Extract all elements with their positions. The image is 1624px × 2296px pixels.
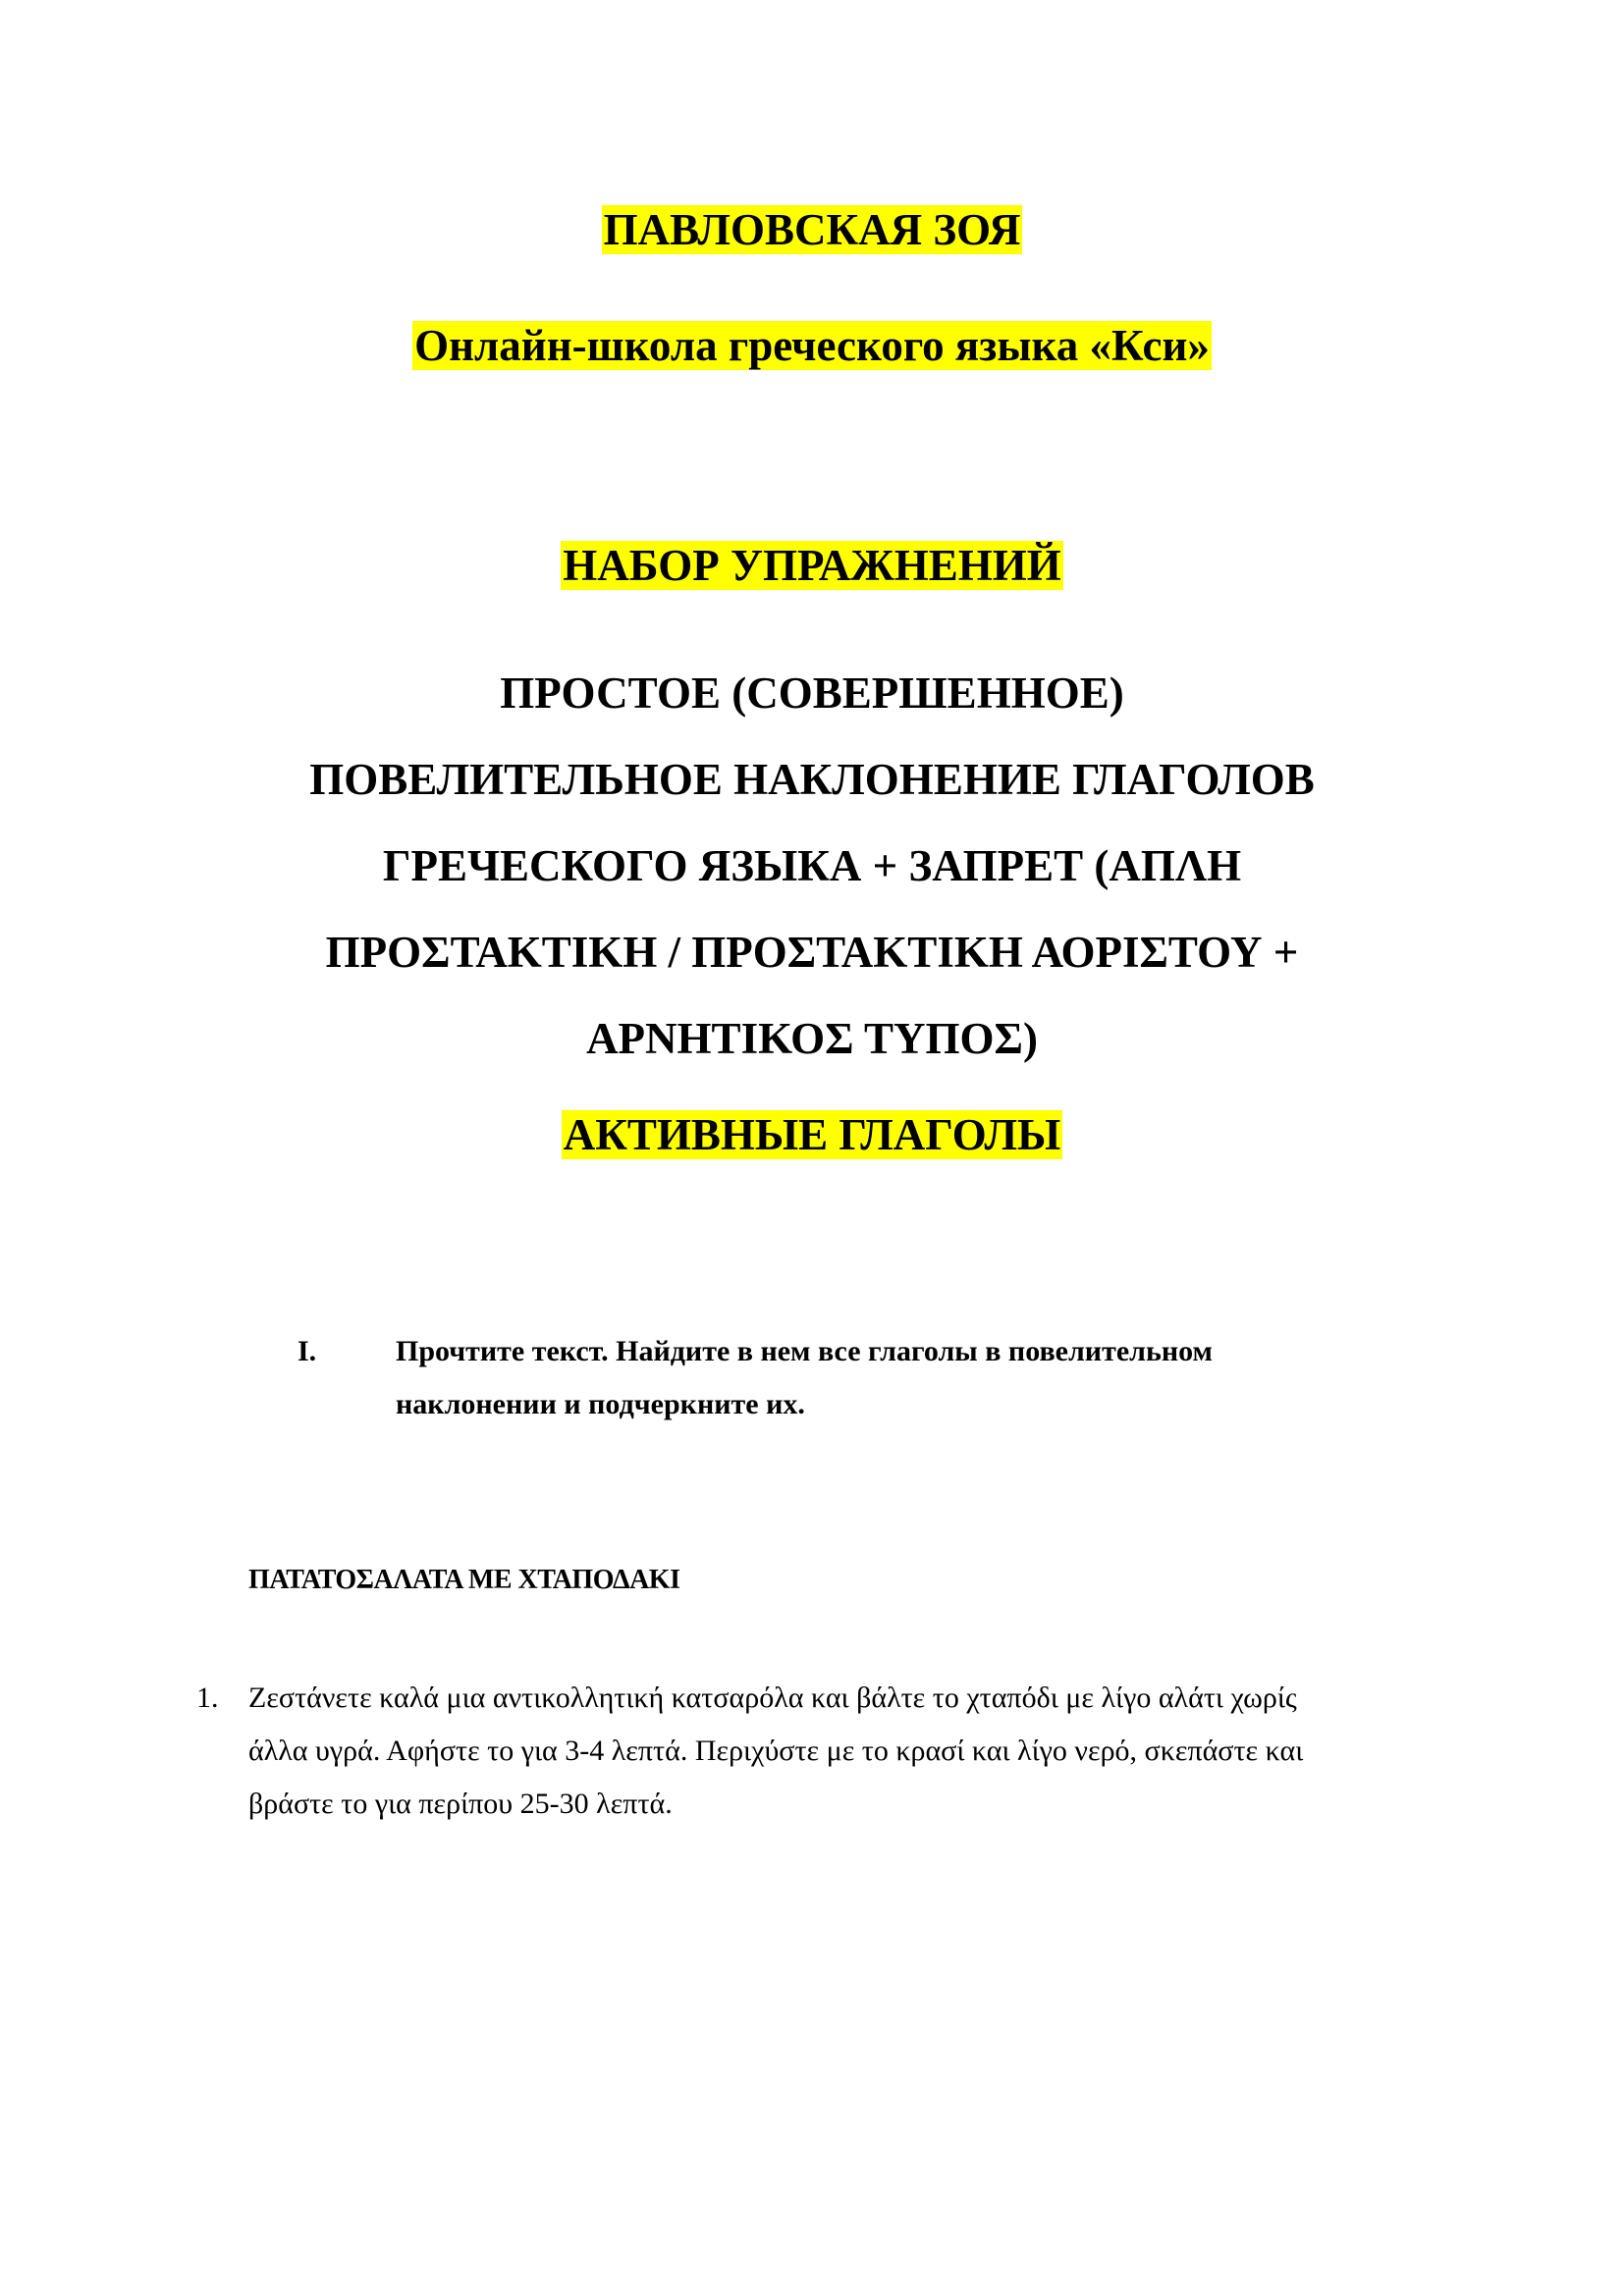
exercise-set-title-text: НАБОР УПРАЖНЕНИЙ xyxy=(563,541,1061,590)
topic-title xyxy=(0,650,1624,1082)
exercise-set-title xyxy=(0,537,1624,594)
school-name-text: Онлайн-школа греческого языка «Кси» xyxy=(414,321,1210,370)
topic-title-line: ПРОСТОЕ (СОВЕРШЕННОЕ) xyxy=(500,668,1124,718)
task-number: I. xyxy=(298,1335,317,1367)
recipe-step-text: Ζεστάνετε καλά μια αντικολλητική κατσαρόλα και βάλτε το χταπόδι με λίγο αλάτι χωρίς άλλα υγρά. Αφήστε το για 3-4 λεπτά. Περιχύστε με το κρασί και λίγο νερό, σκεπάστε και βράστε το για περίπου 25-30 λεπτά. xyxy=(248,1682,1304,1820)
topic-title-line: ПОВЕЛИТЕЛЬНОЕ НАКЛОНЕНИЕ ГЛАГОЛОВ xyxy=(309,755,1315,804)
active-verbs-heading xyxy=(0,1106,1624,1163)
author-name-text: ПАВЛОВСКАЯ ЗОЯ xyxy=(603,205,1021,254)
task-text: Прочтите текст. Найдите в нем все глаголы в повелительном наклонении и подчеркните их. xyxy=(396,1335,1213,1420)
topic-title-line: ΠΡΟΣΤΑΚΤΙΚΗ / ΠΡΟΣΤΑΚΤΙΚΗ ΑΟΡΙΣΤΟΥ + xyxy=(325,928,1299,977)
recipe-step-number: 1. xyxy=(196,1682,219,1714)
topic-title-line: ΑΡΝΗΤΙΚΟΣ ΤΥΠΟΣ) xyxy=(586,1014,1038,1063)
active-verbs-heading-text: АКТИВНЫЕ ГЛАГОЛЫ xyxy=(563,1110,1061,1159)
recipe-title: ΠΑΤΑΤΟΣΑΛΑΤΑ ΜΕ ΧΤΑΠΟΔΑΚΙ xyxy=(248,1565,680,1595)
topic-title-line: ГРЕЧЕСКОГО ЯЗЫКА + ЗАПРЕТ (ΑΠΛΗ xyxy=(382,841,1242,890)
author-name xyxy=(0,201,1624,258)
school-name xyxy=(0,317,1624,374)
